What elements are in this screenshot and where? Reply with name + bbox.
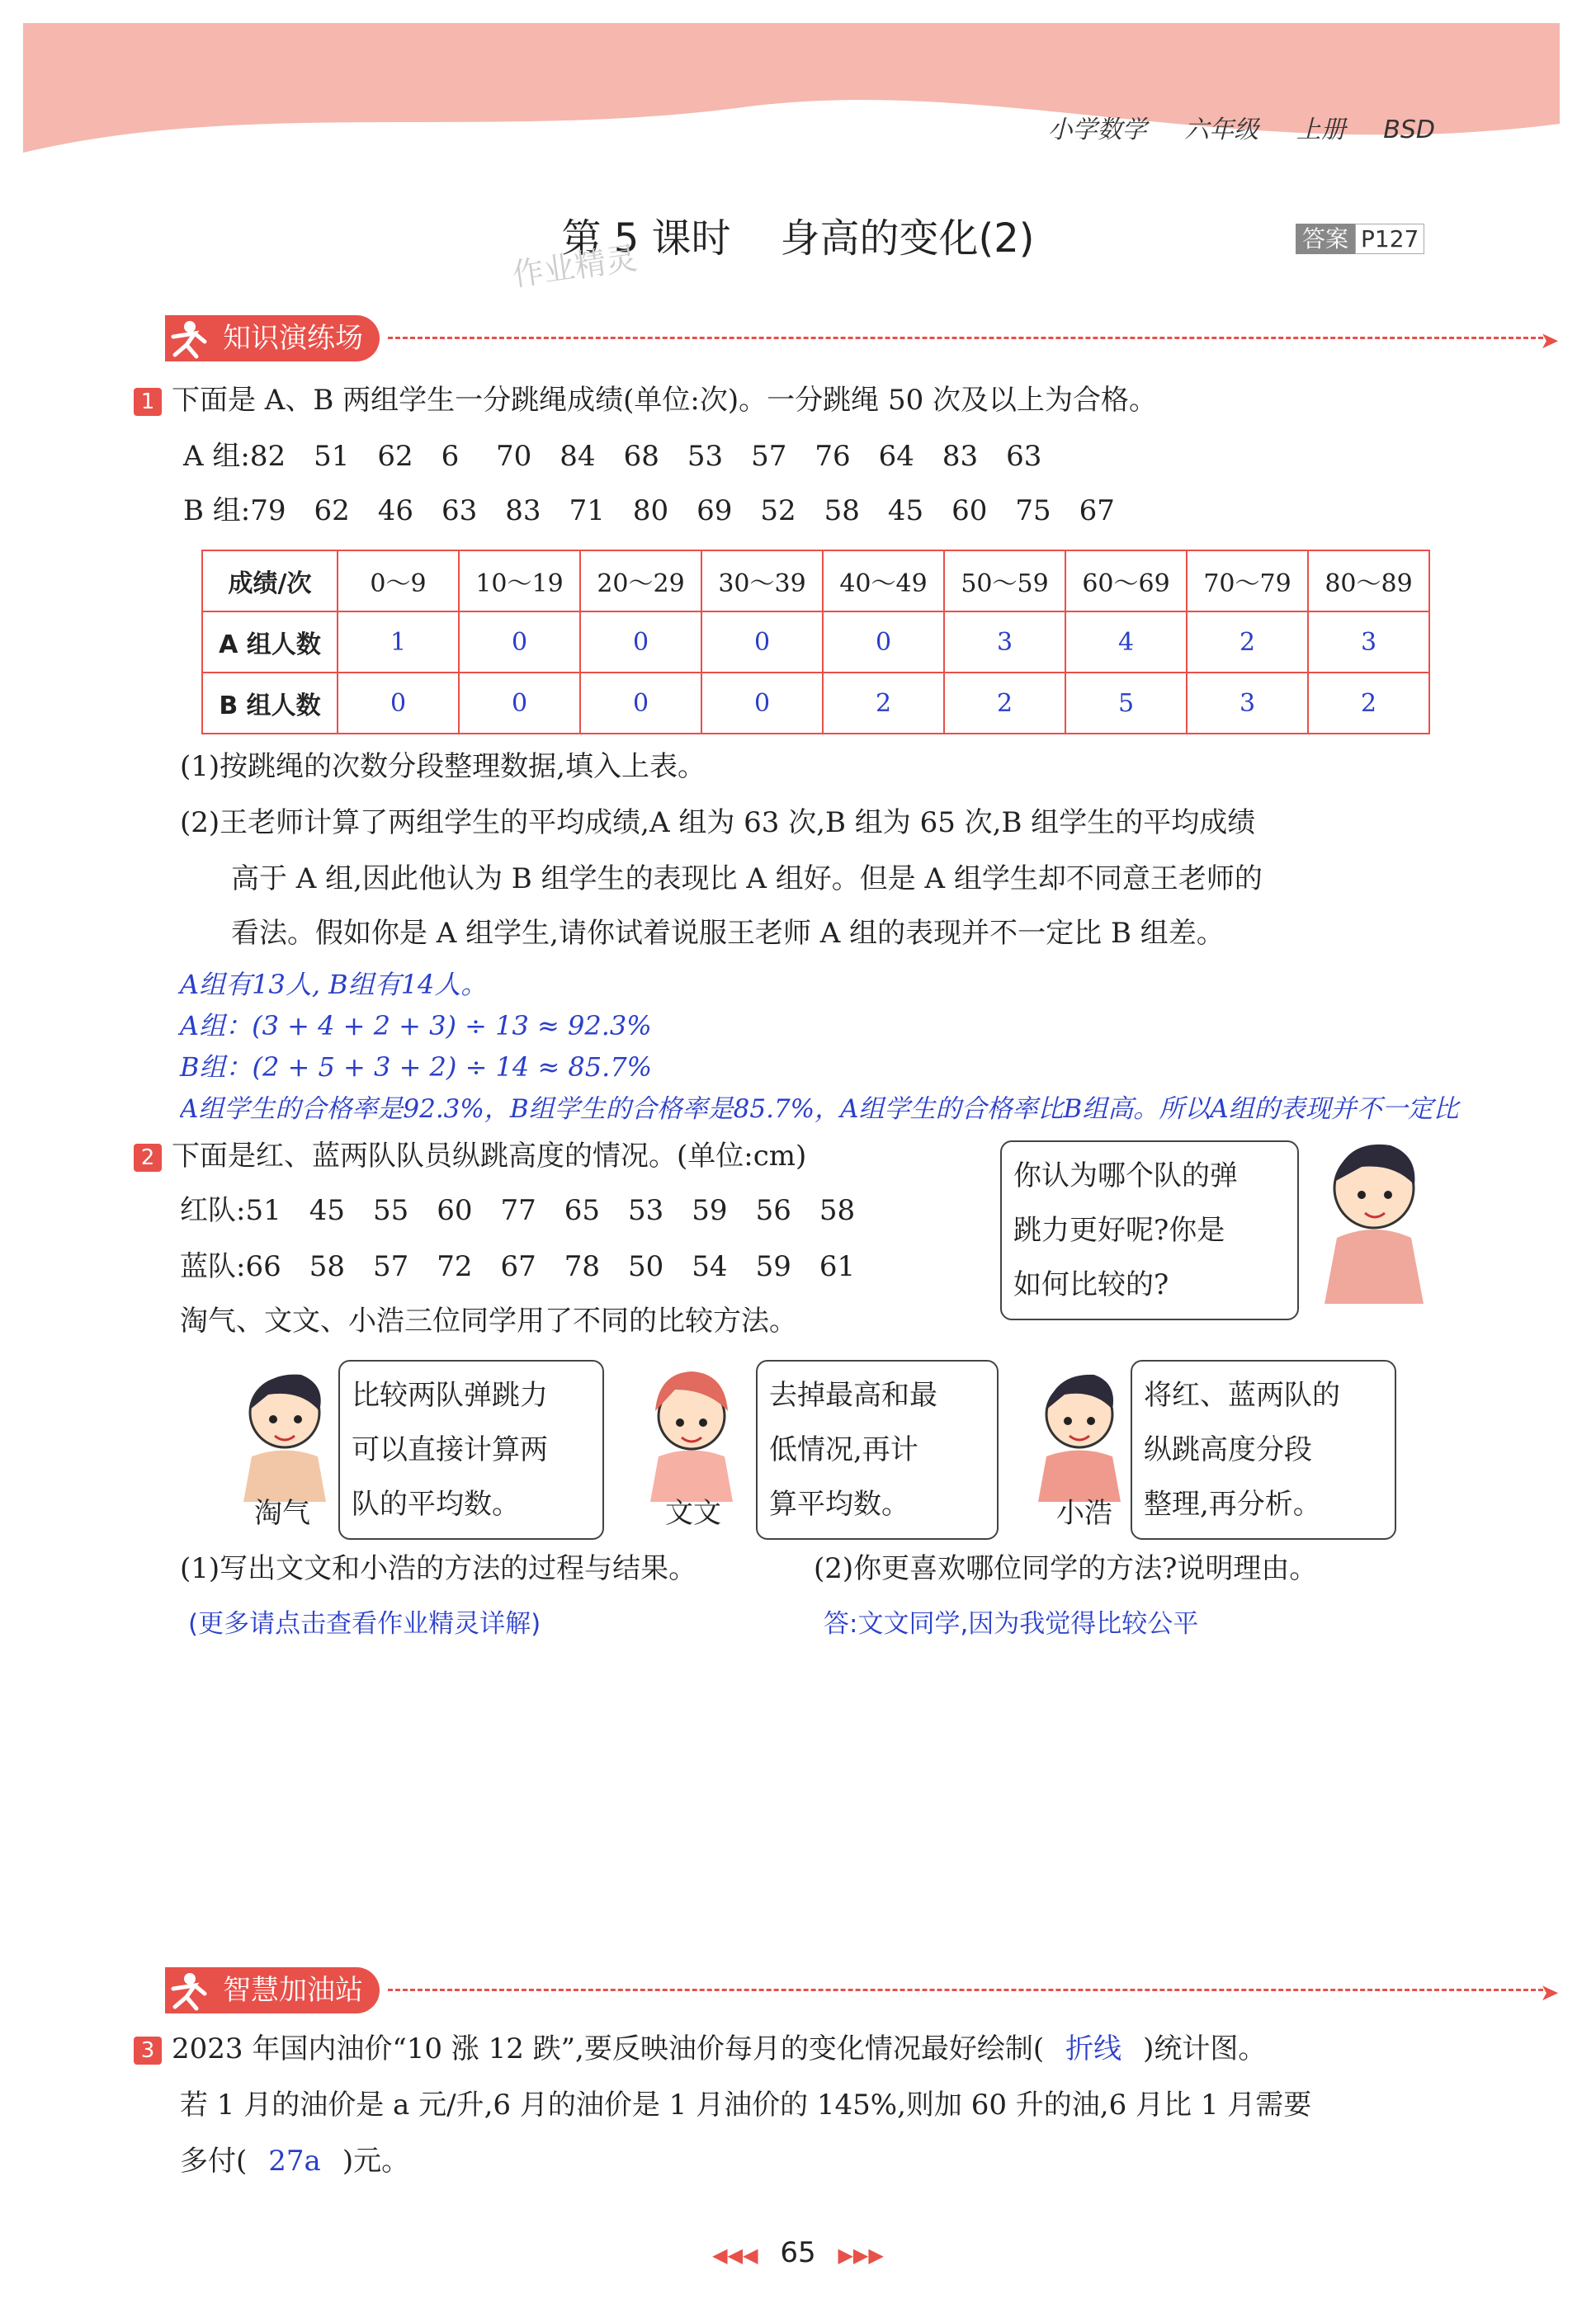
q1-answer-line[interactable]: A组有13人, B组有14人。 bbox=[180, 969, 488, 1000]
q2-blue-data: 蓝队:66 58 57 72 67 78 50 54 59 61 bbox=[180, 1250, 856, 1283]
table-header-cell: 成绩/次 bbox=[202, 550, 338, 611]
table-column-header: 20～29 bbox=[580, 550, 701, 611]
student-name: 文文 bbox=[665, 1497, 721, 1530]
next-page-icon[interactable]: ▶▶▶ bbox=[838, 2244, 884, 2267]
q2-sub2: (2)你更喜欢哪位同学的方法?说明理由。 bbox=[814, 1552, 1318, 1585]
student-speech-bubble: 比较两队弹跳力 可以直接计算两 队的平均数。 bbox=[338, 1360, 604, 1540]
table-cell[interactable]: 0 bbox=[701, 673, 823, 734]
table-cell[interactable]: 0 bbox=[823, 611, 944, 673]
question-number: 3 bbox=[134, 2037, 162, 2065]
table-cell[interactable]: 0 bbox=[580, 673, 701, 734]
q3-line3: 多付( 27a )元。 bbox=[180, 2145, 410, 2178]
table-cell[interactable]: 4 bbox=[1065, 611, 1187, 673]
score-table bbox=[201, 550, 1430, 734]
table-cell[interactable]: 0 bbox=[580, 611, 701, 673]
header-volume: 上册 bbox=[1296, 116, 1346, 144]
student-speech-bubble: 去掉最高和最 低情况,再计 算平均数。 bbox=[756, 1360, 999, 1540]
answer-page: P127 bbox=[1355, 224, 1424, 254]
q2-answer1-link[interactable]: (更多请点击查看作业精灵详解) bbox=[188, 1609, 541, 1639]
q3-line2: 若 1 月的油价是 a 元/升,6 月的油价是 1 月油价的 145%,则加 60 升的油,6 月比 1 月需要 bbox=[180, 2089, 1312, 2122]
q1-answer-line[interactable]: A组学生的合格率是92.3%，B组学生的合格率是85.7%，A组学生的合格率比B组高。所以A组的表现并不一定比 bbox=[180, 1094, 1459, 1124]
section-header-challenge bbox=[132, 1967, 1560, 2013]
header-subject: 小学数学 bbox=[1047, 116, 1147, 144]
header-edition: BSD bbox=[1383, 116, 1435, 144]
q3-blank2-answer[interactable]: 27a bbox=[268, 2145, 321, 2178]
q3-blank1-answer[interactable]: 折线 bbox=[1065, 2032, 1122, 2065]
table-column-header: 30～39 bbox=[701, 550, 823, 611]
header-info bbox=[1018, 109, 1435, 145]
table-cell[interactable]: 3 bbox=[1308, 611, 1429, 673]
teacher-speech-bubble: 你认为哪个队的弹 跳力更好呢?你是 如何比较的? bbox=[1000, 1140, 1299, 1320]
student-wenwen-avatar bbox=[642, 1362, 741, 1502]
student-speech-bubble: 将红、蓝两队的 纵跳高度分段 整理,再分析。 bbox=[1131, 1360, 1396, 1540]
arrow-right-icon: ➤ bbox=[1540, 1979, 1560, 2006]
q1-answer-line[interactable]: B组：(2 + 5 + 3 + 2) ÷ 14 ≈ 85.7% bbox=[180, 1051, 653, 1083]
table-cell[interactable]: 0 bbox=[459, 611, 580, 673]
prev-page-icon[interactable]: ◀◀◀ bbox=[712, 2244, 758, 2267]
watermark: 作业精灵 bbox=[510, 239, 640, 294]
table-cell[interactable]: 3 bbox=[944, 611, 1065, 673]
table-row bbox=[202, 673, 1429, 734]
table-cell[interactable]: 2 bbox=[823, 673, 944, 734]
table-cell[interactable]: 1 bbox=[338, 611, 459, 673]
section-divider bbox=[388, 1989, 1543, 1991]
q1-intro: 1 下面是 A、B 两组学生一分跳绳成绩(单位:次)。一分跳绳 50 次及以上为合格。 bbox=[134, 380, 1157, 421]
row-label: A 组人数 bbox=[202, 611, 338, 673]
table-column-header: 0～9 bbox=[338, 550, 459, 611]
q3-line1: 3 2023 年国内油价“10 涨 12 跌”,要反映油价每月的变化情况最好绘制( 折线 )统计图。 bbox=[134, 2028, 1266, 2070]
q1-sub2-line1: (2)王老师计算了两组学生的平均成绩,A 组为 63 次,B 组为 65 次,B 组学生的平均成绩 bbox=[180, 806, 1256, 839]
q1-answer-line[interactable]: A组：(3 + 4 + 2 + 3) ÷ 13 ≈ 92.3% bbox=[180, 1010, 652, 1041]
student-taoqi-avatar bbox=[235, 1362, 334, 1502]
table-cell[interactable]: 0 bbox=[459, 673, 580, 734]
q2-red-data: 红队:51 45 55 60 77 65 53 59 56 58 bbox=[180, 1194, 856, 1227]
q2-answer2[interactable]: 答:文文同学,因为我觉得比较公平 bbox=[824, 1609, 1199, 1639]
table-cell[interactable]: 0 bbox=[701, 611, 823, 673]
q1-group-b-data: B 组:79 62 46 63 83 71 80 69 52 58 45 60 75 67 bbox=[183, 494, 1115, 527]
question-number: 2 bbox=[134, 1144, 162, 1172]
table-column-header: 10～19 bbox=[459, 550, 580, 611]
q2-methods: 淘气、文文、小浩三位同学用了不同的比较方法。 bbox=[180, 1305, 797, 1338]
section-title: 知识演练场 bbox=[223, 322, 363, 355]
q1-sub2-line2: 高于 A 组,因此他认为 B 组学生的表现比 A 组好。但是 A 组学生却不同意王老师的 bbox=[231, 862, 1263, 895]
table-cell[interactable]: 2 bbox=[944, 673, 1065, 734]
row-label: B 组人数 bbox=[202, 673, 338, 734]
lesson-number: 第 5 课时 bbox=[561, 215, 731, 262]
table-cell[interactable]: 2 bbox=[1187, 611, 1308, 673]
section-badge bbox=[165, 315, 380, 361]
table-header-row bbox=[202, 550, 1429, 611]
header-grade: 六年级 bbox=[1184, 116, 1259, 144]
q2-sub1: (1)写出文文和小浩的方法的过程与结果。 bbox=[180, 1552, 697, 1585]
answer-reference[interactable] bbox=[1296, 221, 1424, 254]
student-xiaohao-avatar bbox=[1030, 1362, 1129, 1502]
table-cell[interactable]: 0 bbox=[338, 673, 459, 734]
section-title: 智慧加油站 bbox=[223, 1974, 363, 2007]
page-footer bbox=[0, 2236, 1596, 2269]
table-column-header: 50～59 bbox=[944, 550, 1065, 611]
table-column-header: 80～89 bbox=[1308, 550, 1429, 611]
question-number: 1 bbox=[134, 388, 162, 416]
section-badge bbox=[165, 1967, 380, 2013]
section-header-practice bbox=[132, 315, 1560, 361]
arrow-right-icon: ➤ bbox=[1540, 327, 1560, 354]
q1-sub1: (1)按跳绳的次数分段整理数据,填入上表。 bbox=[180, 750, 706, 783]
student-name: 小浩 bbox=[1056, 1497, 1112, 1530]
table-cell[interactable]: 3 bbox=[1187, 673, 1308, 734]
q1-group-a-data: A 组:82 51 62 6 70 84 68 53 57 76 64 83 63 bbox=[183, 440, 1042, 473]
lesson-topic: 身高的变化(2) bbox=[780, 215, 1035, 262]
runner-icon bbox=[162, 1967, 211, 2013]
table-column-header: 40～49 bbox=[823, 550, 944, 611]
teacher-avatar bbox=[1312, 1131, 1436, 1304]
table-column-header: 70～79 bbox=[1187, 550, 1308, 611]
q1-sub2-line3: 看法。假如你是 A 组学生,请你试着说服王老师 A 组的表现并不一定比 B 组差。 bbox=[231, 917, 1225, 950]
table-row bbox=[202, 611, 1429, 673]
header-band bbox=[0, 0, 1596, 173]
table-column-header: 60～69 bbox=[1065, 550, 1187, 611]
student-name: 淘气 bbox=[254, 1497, 310, 1530]
answer-label: 答案 bbox=[1296, 224, 1355, 254]
runner-icon bbox=[162, 315, 211, 361]
page-number: 65 bbox=[780, 2236, 816, 2269]
table-cell[interactable]: 5 bbox=[1065, 673, 1187, 734]
q2-intro: 2 下面是红、蓝两队队员纵跳高度的情况。(单位:cm) bbox=[134, 1135, 806, 1177]
table-cell[interactable]: 2 bbox=[1308, 673, 1429, 734]
section-divider bbox=[388, 337, 1543, 339]
